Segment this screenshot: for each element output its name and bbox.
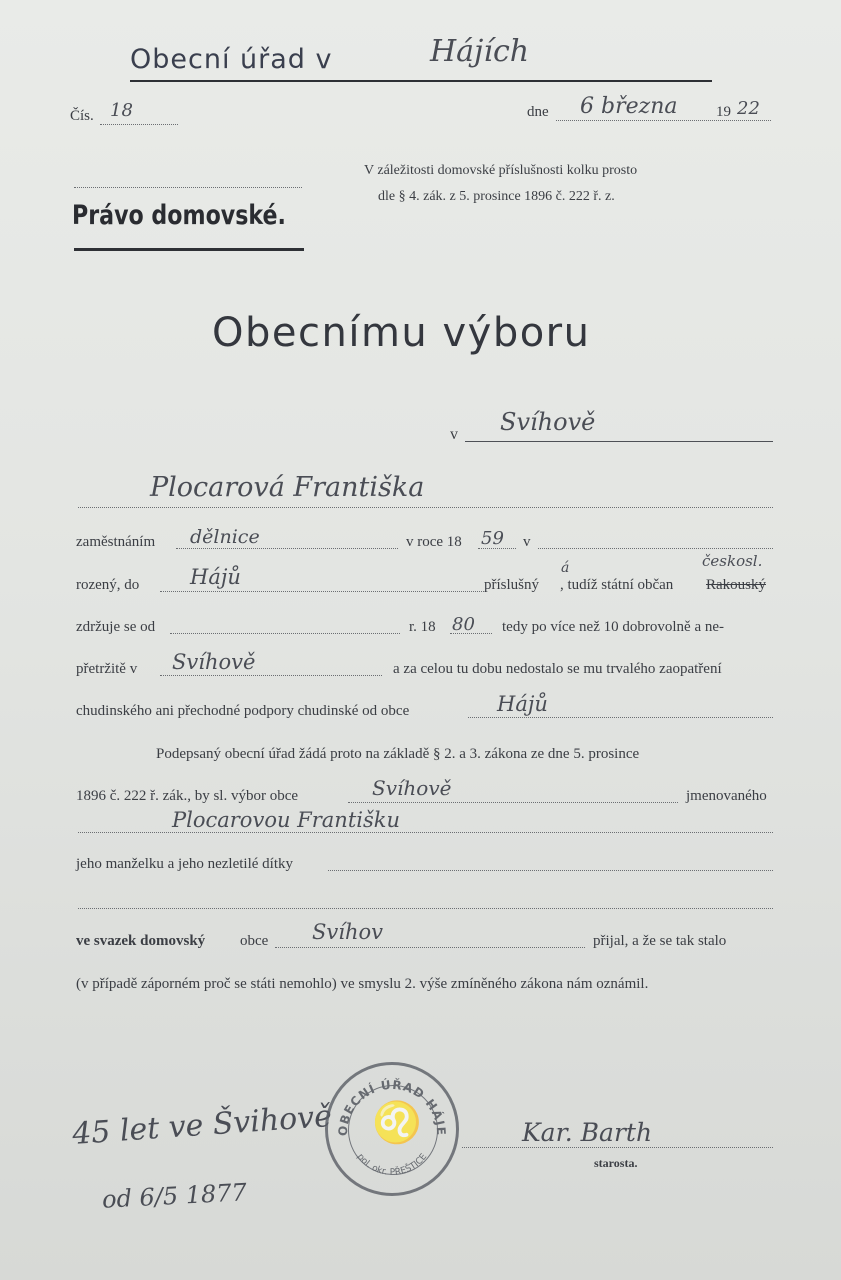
continuous-rest: a za celou tu dobu nedostalo se mu trvalého zaopatření xyxy=(393,661,722,677)
note-line1: V záležitosti domovské příslušnosti kolku prosto xyxy=(364,163,638,178)
lion-emblem-icon: ♌ xyxy=(372,1100,422,1146)
stamp-text xyxy=(325,1062,459,1196)
birth-year-label: v roce 18 xyxy=(406,534,462,550)
stamp-bottom-text: pol. okr. PŘEŠTICE xyxy=(354,1152,430,1178)
svg-text:OBECNÍ ÚŘAD HÁJE xyxy=(336,1077,448,1137)
belongs-label: příslušný xyxy=(484,577,540,593)
signature-name: Kar. Barth xyxy=(522,1118,653,1147)
accept-label: přijal, a že se tak stalo xyxy=(593,933,727,949)
office-place: Hájích xyxy=(430,34,530,69)
office-prefix: Obecní úřad v xyxy=(130,44,333,75)
birth-year: 59 xyxy=(481,528,504,549)
family-label: jeho manželku a jeho nezletilé dítky xyxy=(76,856,294,872)
signature-title: starosta. xyxy=(594,1156,638,1170)
svg-text:pol. okr. PŘEŠTICE xyxy=(355,1152,430,1178)
number-value: 18 xyxy=(110,100,133,121)
marginal-note-line2: od 6/5 1877 xyxy=(101,1178,248,1214)
occupation-value: dělnice xyxy=(190,526,260,548)
office-underline xyxy=(130,80,712,82)
citizen-label: , tudíž státní občan xyxy=(560,577,674,593)
date-value: 6 března xyxy=(580,94,678,119)
citizen-struck: Rakouský xyxy=(706,577,766,593)
date-label: dne xyxy=(527,104,549,120)
named-label: jmenovaného xyxy=(686,788,767,804)
office-stamp xyxy=(325,1062,459,1196)
named-value: Plocarovou Františku xyxy=(172,808,400,832)
stays-label: zdržuje se od xyxy=(76,619,156,635)
request-line1: Podepsaný obecní úřad žádá proto na základě § 2. a 3. zákona ze dne 5. prosince xyxy=(156,746,640,762)
person-name: Plocarová Františka xyxy=(150,472,425,503)
addressee-place: Svíhově xyxy=(500,408,596,436)
stays-year-label: r. 18 xyxy=(409,619,436,635)
number-label: Čís. xyxy=(70,108,94,124)
continuous-label: přetržitě v xyxy=(76,661,138,677)
stays-year: 80 xyxy=(452,614,475,635)
birth-in-label: v xyxy=(523,534,531,550)
union-obce: obce xyxy=(240,933,269,949)
request-place: Svíhově xyxy=(372,776,452,800)
heading: Právo domovské. xyxy=(72,200,286,231)
continuous-place: Svíhově xyxy=(172,650,256,674)
request-line2: 1896 č. 222 ř. zák., by sl. výbor obce xyxy=(76,788,299,804)
addressee-title: Obecnímu výboru xyxy=(212,310,591,356)
stamp-top-text: OBECNÍ ÚŘAD HÁJE xyxy=(335,1077,449,1137)
year-prefix: 19 xyxy=(716,104,731,120)
born-value: Hájů xyxy=(190,565,241,589)
support-place: Hájů xyxy=(497,692,548,716)
belongs-suffix: á xyxy=(561,560,570,576)
stays-rest: tedy po více než 10 dobrovolně a ne- xyxy=(502,619,725,635)
year-suffix: 22 xyxy=(737,98,760,119)
support-label: chudinského ani přechodné podpory chudinské od obce xyxy=(76,703,410,719)
addressee-prefix: v xyxy=(450,426,458,443)
note-line2: dle § 4. zák. z 5. prosince 1896 č. 222 ř. z. xyxy=(378,189,615,204)
union-label: ve svazek domovský xyxy=(76,933,206,949)
born-label: rozený, do xyxy=(76,577,140,593)
marginal-note-line1: 45 let ve Švihově xyxy=(71,1098,333,1153)
heading-underline xyxy=(74,248,304,251)
closing-line: (v případě záporném proč se státi nemohlo) ve smyslu 2. výše zmíněného zákona nám oznámil. xyxy=(76,976,649,992)
occupation-label: zaměstnáním xyxy=(76,534,156,550)
union-place: Svíhov xyxy=(312,920,383,944)
citizen-value: českosl. xyxy=(702,552,763,570)
